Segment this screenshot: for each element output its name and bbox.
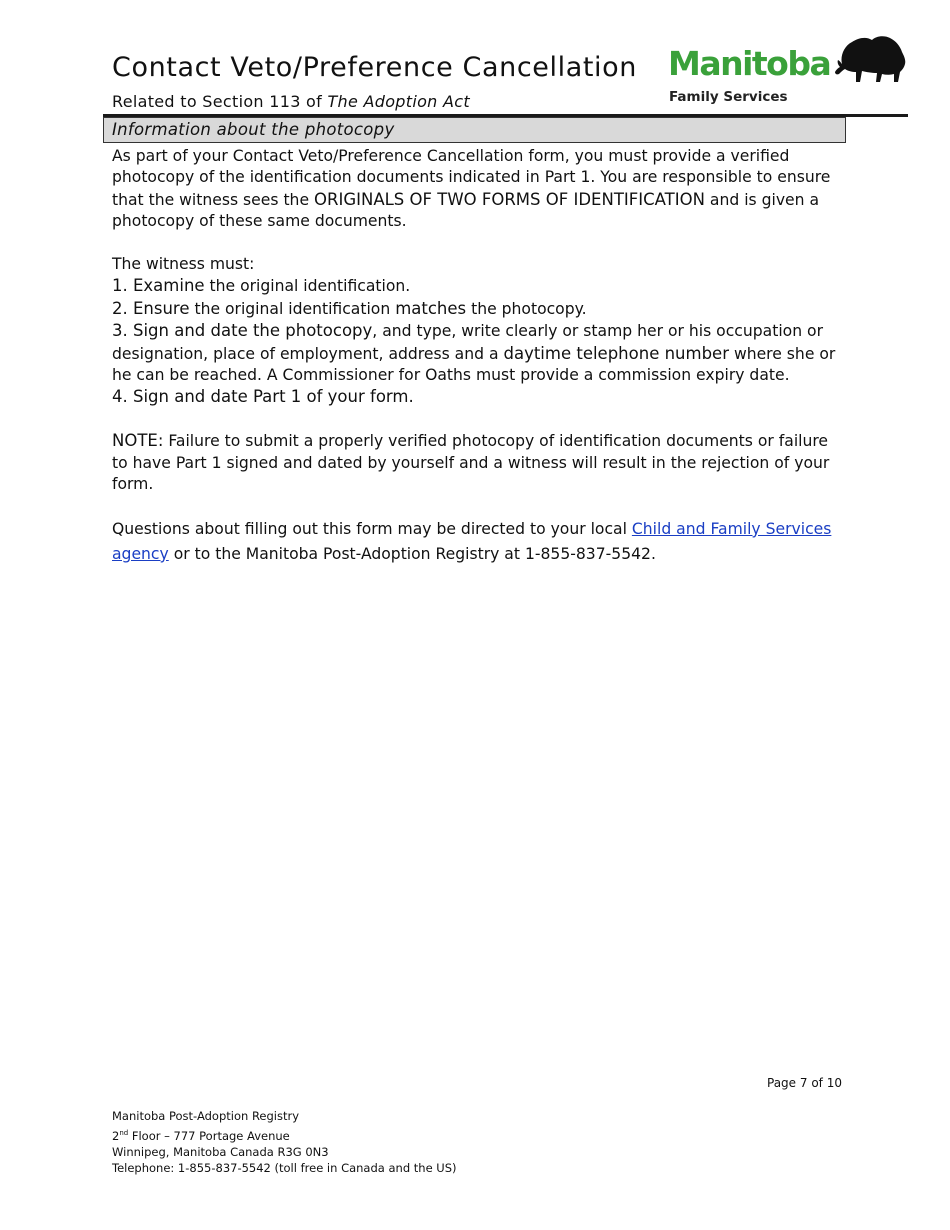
- intro-paragraph: [112, 146, 847, 233]
- footer-address: [112, 1108, 457, 1177]
- note-text: Failure to submit a properly verified photocopy of identification documents or failure to have Part 1 signed and dated by yourself and a witness will result in the rejection of your form.: [112, 432, 830, 494]
- logo-wordmark: Manitoba: [668, 44, 831, 83]
- intro-text-b: and is given a photocopy of these same documents.: [112, 190, 820, 231]
- footer-floor-suffix: nd: [119, 1128, 129, 1137]
- intro-emphasis: ORIGINALS OF TWO FORMS OF IDENTIFICATION: [314, 189, 705, 209]
- bison-icon: [832, 34, 908, 84]
- subtitle-act: The Adoption Act: [327, 92, 470, 111]
- step-3-emphasis: 3. Sign and date the photocopy: [112, 321, 373, 341]
- intro-text-a: As part of your Contact Veto/Preference Cancellation form, you must provide a verified photocopy of the identification documents indicated in Part 1. You are responsible to ensure that the witness sees the: [112, 147, 831, 209]
- step-2-text-b: the photocopy.: [466, 299, 587, 318]
- step-4-emphasis: 4. Sign and date Part 1 of your form.: [112, 387, 414, 407]
- step-2-emphasis-2: matches: [395, 298, 467, 318]
- page-subtitle: [112, 92, 470, 111]
- witness-heading: The witness must:: [112, 255, 255, 274]
- step-1-emphasis: 1. Examine: [112, 276, 205, 296]
- questions-paragraph: [112, 517, 847, 567]
- footer-line-3: Winnipeg, Manitoba Canada R3G 0N3: [112, 1144, 329, 1159]
- step-1: [112, 275, 847, 297]
- step-3: [112, 320, 847, 386]
- footer-floor-number: 2: [112, 1128, 120, 1143]
- page-number: Page 7 of 10: [767, 1076, 842, 1090]
- cfs-agency-link[interactable]: Child and Family Services agency: [112, 519, 832, 563]
- step-1-text: the original identification.: [204, 277, 411, 296]
- footer-street: Floor – 777 Portage Avenue: [128, 1128, 290, 1143]
- note-paragraph: [112, 430, 847, 495]
- logo-subtitle: Family Services: [669, 89, 788, 105]
- step-2-text-a: the original identification: [189, 299, 396, 318]
- step-3-text-b: where she or he can be reached. A Commissioner for Oaths must provide a commission expiry date.: [112, 344, 836, 385]
- questions-text-a: Questions about filling out this form may be directed to your local: [112, 519, 632, 538]
- questions-text-b: or to the Manitoba Post-Adoption Registry at 1-855-837-5542.: [168, 544, 656, 563]
- section-heading: [103, 117, 846, 143]
- page-title: Contact Veto/Preference Cancellation: [112, 52, 637, 83]
- footer-line-1: Manitoba Post-Adoption Registry: [112, 1109, 300, 1123]
- body-text: [112, 146, 847, 567]
- step-2: [112, 298, 847, 320]
- manitoba-logo: [665, 34, 910, 110]
- step-4: [112, 386, 847, 408]
- step-3-text-a: , and type, write clearly or stamp her or his occupation or designation, place of employment, address and a: [112, 322, 823, 363]
- step-2-emphasis: 2. Ensure: [112, 298, 190, 318]
- note-label: NOTE:: [112, 431, 164, 451]
- step-3-emphasis-2: daytime telephone number: [503, 343, 729, 363]
- footer-line-4: Telephone: 1-855-837-5542 (toll free in Canada and the US): [112, 1161, 457, 1176]
- section-heading-text: Information about the photocopy: [112, 120, 395, 139]
- footer-line-2: [112, 1125, 457, 1144]
- subtitle-prefix: Related to Section 113 of: [112, 92, 328, 111]
